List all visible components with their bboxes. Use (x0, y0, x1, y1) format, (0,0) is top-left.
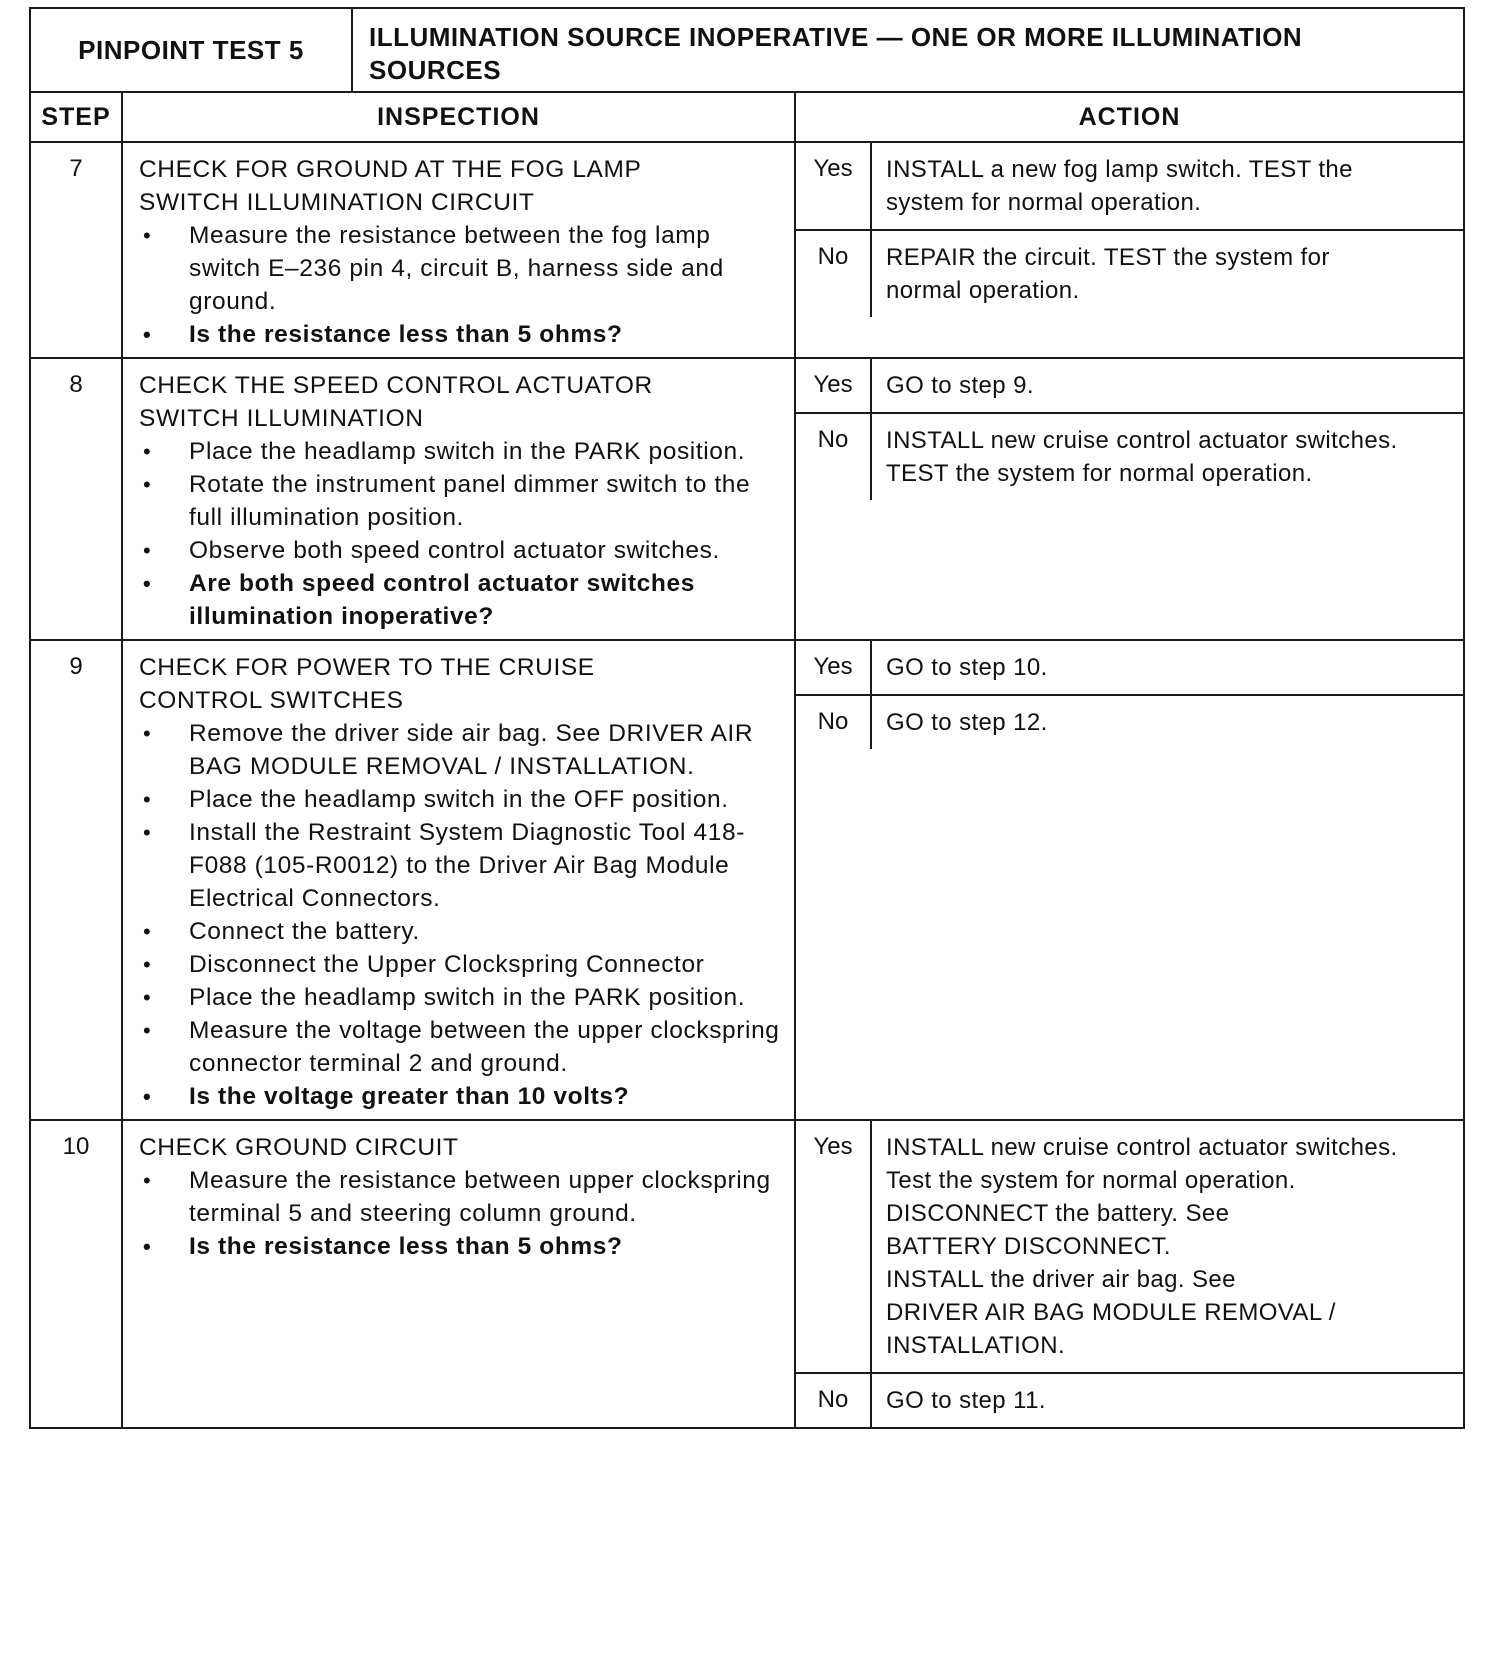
step-row (30, 1120, 1464, 1428)
action-text-line: REPAIR the circuit. TEST the system for (886, 244, 1330, 271)
step-heading: CHECK GROUND CIRCUIT (139, 1134, 459, 1161)
yes-action (872, 359, 1463, 412)
step-question: • Is the resistance less than 5 ohms? (139, 1230, 780, 1263)
column-header-row (30, 92, 1464, 142)
pinpoint-test-table (29, 7, 1465, 1429)
step-heading: SWITCH ILLUMINATION CIRCUIT (139, 189, 535, 216)
action-text-line: INSTALL new cruise control actuator switches. (886, 1134, 1398, 1161)
yes-label: Yes (796, 359, 872, 412)
step-column-header: STEP (30, 92, 122, 142)
step-instruction: • Measure the resistance between upper clockspring terminal 5 and steering column ground. (139, 1164, 780, 1230)
no-label: No (796, 231, 872, 317)
step-row (30, 640, 1464, 1120)
action-text-line: DISCONNECT the battery. See (886, 1200, 1230, 1227)
step-instruction: • Place the headlamp switch in the OFF position. (139, 783, 780, 816)
step-question: • Is the resistance less than 5 ohms? (139, 318, 780, 351)
step-instruction: • Measure the voltage between the upper clockspring connector terminal 2 and ground. (139, 1014, 780, 1080)
action-text-line: INSTALLATION. (886, 1332, 1066, 1359)
no-label: No (796, 1374, 872, 1427)
action-text-line: BATTERY DISCONNECT. (886, 1233, 1171, 1260)
step-number: 10 (30, 1120, 122, 1428)
steps-body (30, 142, 1464, 1428)
yes-label: Yes (796, 1121, 872, 1372)
no-action (872, 696, 1463, 749)
no-branch (796, 414, 1463, 500)
step-instruction: • Rotate the instrument panel dimmer switch to the full illumination position. (139, 468, 780, 534)
answer-cell (795, 640, 1464, 1120)
step-heading: CHECK THE SPEED CONTROL ACTUATOR (139, 372, 653, 399)
step-instruction: • Observe both speed control actuator switches. (139, 534, 780, 567)
test-title (352, 8, 1464, 92)
action-text-line: system for normal operation. (886, 189, 1202, 216)
inspection-cell (122, 640, 795, 1120)
action-text-line: DRIVER AIR BAG MODULE REMOVAL / (886, 1299, 1336, 1326)
action-text-line: INSTALL a new fog lamp switch. TEST the (886, 156, 1353, 183)
yes-action (872, 1121, 1463, 1372)
step-instruction: • Install the Restraint System Diagnostic Tool 418-F088 (105-R0012) to the Driver Air Bag Module Electrical Connectors. (139, 816, 780, 915)
action-text-line: GO to step 11. (886, 1387, 1046, 1414)
inspection-cell (122, 142, 795, 358)
yes-branch (796, 359, 1463, 414)
step-question: • Is the voltage greater than 10 volts? (139, 1080, 780, 1113)
step-heading: SWITCH ILLUMINATION (139, 405, 424, 432)
step-row (30, 358, 1464, 640)
step-heading: CHECK FOR GROUND AT THE FOG LAMP (139, 156, 642, 183)
pinpoint-test-sheet (29, 7, 1463, 1429)
inspection-cell (122, 358, 795, 640)
instruction-list (139, 219, 780, 351)
no-branch (796, 1374, 1463, 1427)
inspection-cell (122, 1120, 795, 1428)
step-instruction: • Measure the resistance between the fog lamp switch E–236 pin 4, circuit B, harness side and ground. (139, 219, 780, 318)
instruction-list (139, 1164, 780, 1263)
test-label: PINPOINT TEST 5 (30, 8, 352, 92)
no-branch (796, 696, 1463, 749)
test-title-line: ILLUMINATION SOURCE INOPERATIVE — ONE OR MORE ILLUMINATION (369, 22, 1303, 52)
no-label: No (796, 414, 872, 500)
no-action (872, 1374, 1463, 1427)
step-number: 7 (30, 142, 122, 358)
action-text-line: GO to step 12. (886, 709, 1048, 736)
step-heading: CHECK FOR POWER TO THE CRUISE (139, 654, 595, 681)
action-text-line: INSTALL the driver air bag. See (886, 1266, 1236, 1293)
step-instruction: • Remove the driver side air bag. See DRIVER AIR BAG MODULE REMOVAL / INSTALLATION. (139, 717, 780, 783)
yes-label: Yes (796, 143, 872, 229)
step-instruction: • Place the headlamp switch in the PARK position. (139, 435, 780, 468)
action-text-line: TEST the system for normal operation. (886, 460, 1313, 487)
no-action (872, 414, 1463, 500)
action-text-line: Test the system for normal operation. (886, 1167, 1296, 1194)
step-question: • Are both speed control actuator switches illumination inoperative? (139, 567, 780, 633)
yes-branch (796, 1121, 1463, 1374)
no-action (872, 231, 1463, 317)
inspection-column-header: INSPECTION (122, 92, 795, 142)
yes-action (872, 143, 1463, 229)
yes-label: Yes (796, 641, 872, 694)
yes-branch (796, 143, 1463, 231)
step-instruction: • Place the headlamp switch in the PARK position. (139, 981, 780, 1014)
action-column-header: ACTION (795, 92, 1464, 142)
no-branch (796, 231, 1463, 317)
yes-action (872, 641, 1463, 694)
step-row (30, 142, 1464, 358)
step-number: 8 (30, 358, 122, 640)
step-instruction: • Connect the battery. (139, 915, 780, 948)
no-label: No (796, 696, 872, 749)
action-text-line: GO to step 10. (886, 654, 1048, 681)
step-heading: CONTROL SWITCHES (139, 687, 404, 714)
step-instruction: • Disconnect the Upper Clockspring Connector (139, 948, 780, 981)
title-row (30, 8, 1464, 92)
answer-cell (795, 142, 1464, 358)
action-text-line: INSTALL new cruise control actuator switches. (886, 427, 1398, 454)
instruction-list (139, 717, 780, 1113)
yes-branch (796, 641, 1463, 696)
instruction-list (139, 435, 780, 633)
action-text-line: normal operation. (886, 277, 1080, 304)
step-number: 9 (30, 640, 122, 1120)
test-title-line: SOURCES (369, 55, 502, 85)
answer-cell (795, 1120, 1464, 1428)
action-text-line: GO to step 9. (886, 372, 1034, 399)
answer-cell (795, 358, 1464, 640)
